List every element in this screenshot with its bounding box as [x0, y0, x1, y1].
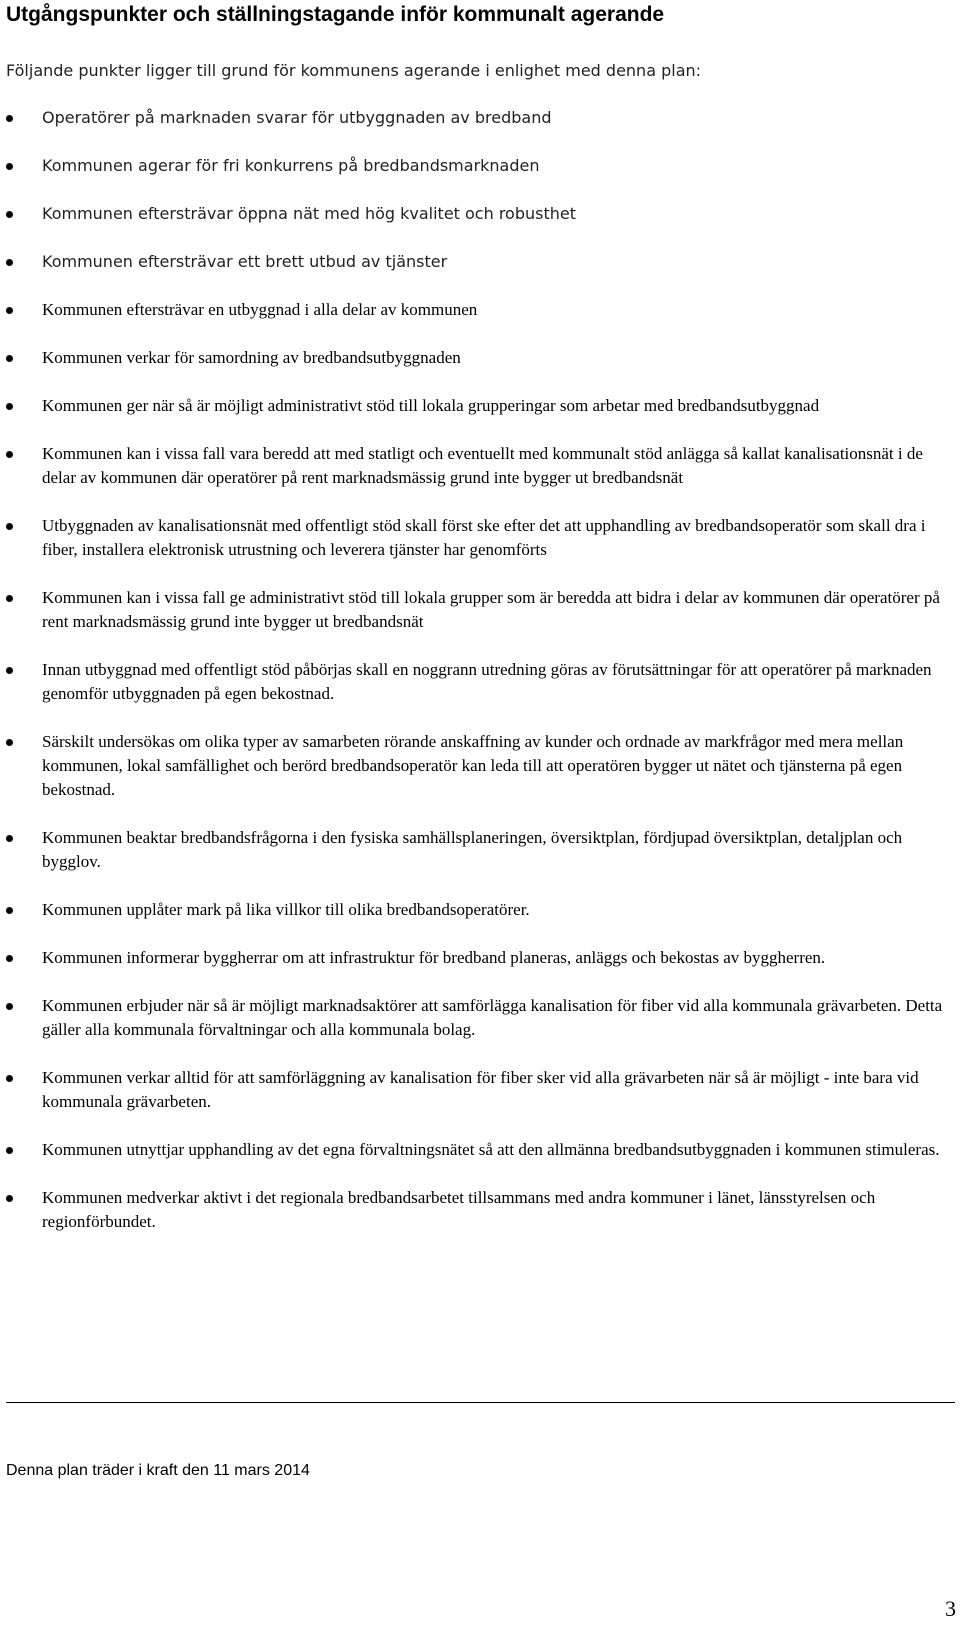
list-item	[0, 1186, 947, 1234]
list-item-text: Kommunen verkar för samordning av bredbandsutbyggnaden	[42, 348, 461, 367]
list-item	[0, 994, 947, 1042]
bullet-icon	[6, 307, 13, 314]
list-item	[0, 154, 947, 178]
list-item	[0, 658, 947, 706]
bullet-icon	[6, 667, 13, 674]
list-item-text: Kommunen upplåter mark på lika villkor till olika bredbandsoperatörer.	[42, 900, 530, 919]
bullet-icon	[6, 595, 13, 602]
list-item	[0, 202, 947, 226]
list-item-text: Kommunen eftersträvar en utbyggnad i alla delar av kommunen	[42, 300, 478, 319]
list-item	[0, 898, 947, 922]
bullet-icon	[6, 1147, 13, 1154]
list-item	[0, 946, 947, 970]
list-item-text: Kommunen kan i vissa fall ge administrativt stöd till lokala grupper som är beredda att bidra i delar av kommunen där operatörer på rent marknadsmässig grund inte bygger ut bredbandsnät	[42, 588, 940, 631]
list-item-text: Kommunen verkar alltid för att samförläggning av kanalisation för fiber sker vid alla grävarbeten när så är möjligt - inte bara vid kommunala grävarbeten.	[42, 1068, 919, 1111]
list-item-text: Kommunen beaktar bredbandsfrågorna i den fysiska samhällsplaneringen, översiktplan, fördjupad översiktplan, detaljplan och bygglov.	[42, 828, 903, 871]
list-item	[0, 442, 947, 490]
list-item-text: Innan utbyggnad med offentligt stöd påbörjas skall en noggrann utredning göras av förutsättningar för att operatörer på marknaden genomför utbyggnaden på egen bekostnad.	[42, 660, 932, 703]
list-item	[0, 298, 947, 322]
bullet-icon	[6, 403, 13, 410]
page-title: Utgångspunkter och ställningstagande inför kommunalt agerande	[6, 3, 665, 26]
list-item-text: Kommunen kan i vissa fall vara beredd att med statligt och eventuellt med kommunalt stöd anlägga så kallat kanalisationsnät i de delar av kommunen där operatörer på rent marknadsmässig grund inte bygger ut bredbandsnät	[42, 444, 923, 487]
intro-paragraph: Följande punkter ligger till grund för kommunens agerande i enlighet med denna plan:	[6, 61, 702, 80]
list-item	[0, 250, 947, 274]
bullet-icon	[6, 259, 13, 266]
list-item-text: Kommunen eftersträvar öppna nät med hög kvalitet och robusthet	[42, 204, 577, 223]
list-item	[0, 1066, 947, 1114]
list-item-text: Utbyggnaden av kanalisationsnät med offentligt stöd skall först ske efter det att upphandling av bredbandsoperatör som skall dra i fiber, installera elektronisk utrustning och leverera tjänster har genomförts	[42, 516, 926, 559]
bullet-list	[0, 106, 960, 1258]
bullet-icon	[6, 451, 13, 458]
list-item	[0, 394, 947, 418]
list-item	[0, 826, 947, 874]
bullet-icon	[6, 523, 13, 530]
list-item-text: Särskilt undersökas om olika typer av samarbeten rörande anskaffning av kunder och ordnade av markfrågor med mera mellan kommunen, lokal samfällighet och berörd bredbandsoperatör kan leda till att operatören bygger ut nätet och tjänsterna på egen bekostnad.	[42, 732, 904, 799]
list-item-text: Kommunen erbjuder när så är möjligt marknadsaktörer att samförlägga kanalisation för fiber vid alla kommunala grävarbeten. Detta gäller alla kommunala förvaltningar och alla kommunala bolag.	[42, 996, 943, 1039]
list-item-text: Operatörer på marknaden svarar för utbyggnaden av bredband	[42, 108, 552, 127]
list-item-text: Kommunen informerar byggherrar om att infrastruktur för bredband planeras, anläggs och bekostas av byggherren.	[42, 948, 826, 967]
bullet-icon	[6, 1195, 13, 1202]
bullet-icon	[6, 907, 13, 914]
list-item-text: Kommunen utnyttjar upphandling av det egna förvaltningsnätet så att den allmänna bredbandsutbyggnaden i kommunen stimuleras.	[42, 1140, 940, 1159]
list-item	[0, 1138, 947, 1162]
list-item-text: Kommunen ger när så är möjligt administrativt stöd till lokala grupperingar som arbetar med bredbandsutbyggnad	[42, 396, 820, 415]
list-item	[0, 730, 947, 802]
bullet-icon	[6, 211, 13, 218]
divider	[6, 1402, 955, 1403]
bullet-icon	[6, 835, 13, 842]
bullet-icon	[6, 739, 13, 746]
bullet-icon	[6, 1003, 13, 1010]
bullet-icon	[6, 955, 13, 962]
list-item	[0, 346, 947, 370]
effective-date: Denna plan träder i kraft den 11 mars 2014	[6, 1462, 310, 1479]
list-item	[0, 514, 947, 562]
list-item-text: Kommunen medverkar aktivt i det regionala bredbandsarbetet tillsammans med andra kommuner i länet, länsstyrelsen och regionförbundet.	[42, 1188, 876, 1231]
list-item-text: Kommunen agerar för fri konkurrens på bredbandsmarknaden	[42, 156, 540, 175]
list-item-text: Kommunen eftersträvar ett brett utbud av tjänster	[42, 252, 448, 271]
page-number: 3	[945, 1596, 956, 1621]
bullet-icon	[6, 163, 13, 170]
list-item	[0, 106, 947, 130]
bullet-icon	[6, 1075, 13, 1082]
bullet-icon	[6, 355, 13, 362]
bullet-icon	[6, 115, 13, 122]
list-item	[0, 586, 947, 634]
